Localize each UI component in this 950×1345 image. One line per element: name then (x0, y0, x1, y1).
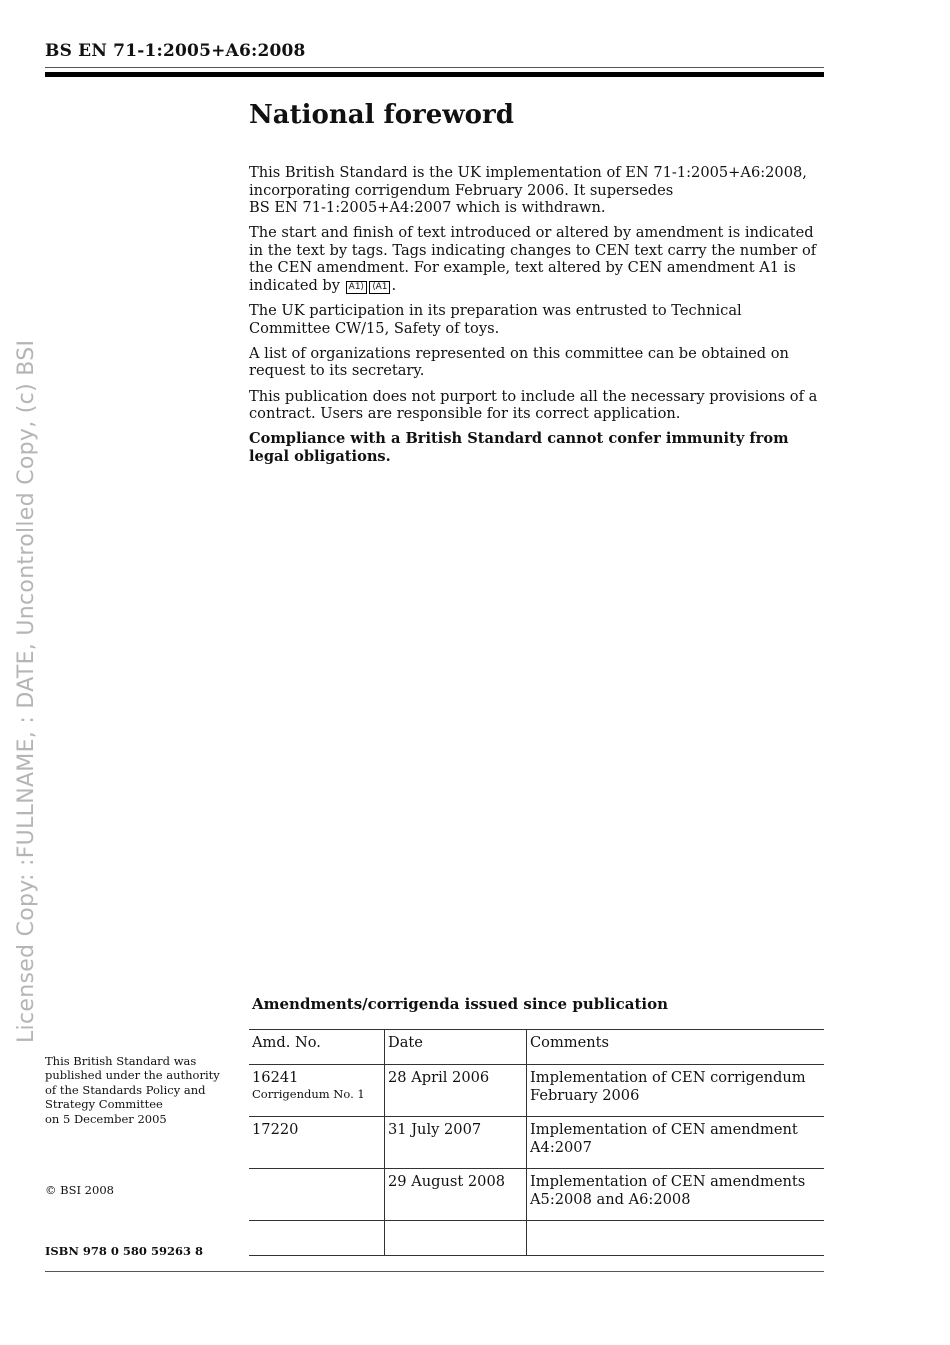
table-header-row (249, 1030, 824, 1065)
authority-line: This British Standard was (45, 1054, 197, 1068)
amd-no: 16241 (252, 1069, 299, 1086)
isbn: ISBN 978 0 580 59263 8 (45, 1244, 203, 1258)
comments-cell: Implementation of CEN corrigendum February 2006 (527, 1065, 825, 1117)
paragraph-line: This British Standard is the UK implementation of EN 71-1:2005+A6:2008, (249, 164, 807, 181)
page-title: National foreword (249, 100, 514, 130)
comments-cell (527, 1221, 825, 1256)
table-row (249, 1221, 824, 1256)
amendments-table (249, 1029, 824, 1256)
date-cell (385, 1221, 527, 1256)
authority-line: published under the authority (45, 1068, 220, 1083)
authority-line: of the Standards Policy and (45, 1082, 206, 1097)
paragraph-text: The start and finish of text introduced or altered by amendment is indicated in the text by tags. Tags indicating changes to CEN text carry the number of the CEN amendment. For example, text altered by CEN amendment A1 is indicated by (249, 224, 817, 295)
paragraph-tags (249, 224, 827, 294)
date-cell: 29 August 2008 (385, 1169, 527, 1221)
header-rule-thick (45, 72, 824, 77)
authority-note (45, 1054, 245, 1126)
paragraph-text: . (391, 277, 397, 295)
amd-no-cell: 17220 (249, 1117, 385, 1169)
header-rule-thin (45, 67, 824, 68)
paragraph-line: BS EN 71-1:2005+A4:2007 which is withdrawn. (249, 199, 606, 217)
table-row (249, 1169, 824, 1221)
comments-cell: Implementation of CEN amendment A4:2007 (527, 1117, 825, 1169)
paragraph-implementation (249, 164, 827, 217)
date-cell: 31 July 2007 (385, 1117, 527, 1169)
paragraph-committee: The UK participation in its preparation was entrusted to Technical Committee CW/15, Safety of toys. (249, 302, 742, 337)
column-header-amd-no: Amd. No. (249, 1030, 385, 1065)
paragraph-organizations: A list of organizations represented on this committee can be obtained on request to its secretary. (249, 344, 789, 380)
document-code: BS EN 71-1:2005+A6:2008 (45, 41, 306, 61)
license-watermark: Licensed Copy: :FULLNAME, : DATE, Uncontrolled Copy, (c) BSI (14, 339, 39, 1043)
amendment-open-tag-icon: A1⟩ (346, 281, 367, 294)
amendments-heading: Amendments/corrigenda issued since publication (252, 995, 668, 1013)
paragraph-disclaimer: This publication does not purport to include all the necessary provisions of a contract. Users are responsible for its correct application. (249, 387, 818, 423)
date-cell: 28 April 2006 (385, 1065, 527, 1117)
foreword-body (249, 164, 827, 473)
table-row (249, 1117, 824, 1169)
amd-note: Corrigendum No. 1 (252, 1086, 365, 1101)
authority-line: on 5 December 2005 (45, 1111, 167, 1126)
footer-rule (45, 1271, 824, 1272)
amd-no-cell (249, 1221, 385, 1256)
copyright-notice: © BSI 2008 (45, 1183, 114, 1197)
authority-line: Strategy Committee (45, 1097, 163, 1112)
comments-cell: Implementation of CEN amendments A5:2008 and A6:2008 (527, 1169, 825, 1221)
column-header-comments: Comments (527, 1030, 825, 1065)
paragraph-compliance: Compliance with a British Standard cannot confer immunity from legal obligations. (249, 430, 789, 465)
amd-no-cell (249, 1065, 385, 1117)
table-row (249, 1065, 824, 1117)
paragraph-line: incorporating corrigendum February 2006. It supersedes (249, 181, 674, 199)
column-header-date: Date (385, 1030, 527, 1065)
amendment-close-tag-icon: ⟨A1 (369, 281, 390, 294)
amd-no-cell (249, 1169, 385, 1221)
